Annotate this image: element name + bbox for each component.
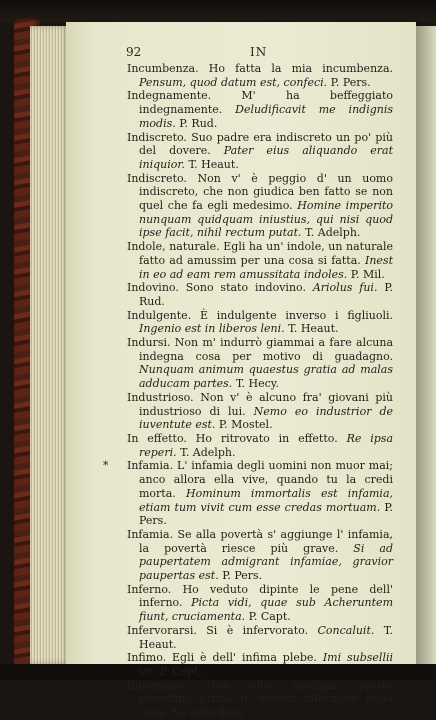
entry-latin: Hominum immortalis est infamia, etiam tum vivit cum esse credas mortuam. <box>139 486 394 514</box>
entry-head: Indiscreto. <box>127 130 187 144</box>
page-header <box>126 45 394 61</box>
entry <box>127 679 393 720</box>
entry-italian: Ho fatta la mia incumbenza. <box>208 62 394 75</box>
entry-marked <box>127 459 393 528</box>
entry-latin: Deludificavit me indignis modis. <box>139 103 393 130</box>
page-edges <box>30 26 70 664</box>
entry-source: P. Capt. <box>248 610 291 624</box>
entry-source: T. Adelph. <box>180 445 236 459</box>
entry-latin: Concaluit. <box>317 623 375 637</box>
entry-italian: Egli è dell' infima plebe. <box>172 651 317 665</box>
entry-head: Infamia. <box>127 459 174 473</box>
entry-head: Incumbenza. <box>127 62 199 75</box>
entry-head: Informarsi. <box>127 678 190 692</box>
entry <box>127 528 393 583</box>
entry-source: T. Heaut. <box>139 623 393 651</box>
entry-latin: Inest in eo ad eam rem amussitata indoles. <box>139 253 393 281</box>
entry-latin: Ne ante hunc <box>170 706 247 720</box>
entry-latin: Si ad paupertatem admigrant infamiae, gravior paupertas est. <box>139 541 394 583</box>
entry <box>127 391 393 432</box>
entry-italian: Sono stato indovino. <box>185 281 306 295</box>
facing-page-edge <box>416 26 436 664</box>
entry-source: P. Pers. <box>330 75 371 89</box>
running-head: IN <box>250 45 268 59</box>
entry <box>127 624 393 651</box>
entry-italian: Si è infervorato. <box>206 623 309 637</box>
entry <box>127 89 393 130</box>
entry-latin: Nemo eo industrior de iuventute est. <box>139 404 394 432</box>
entry-source: P. Rud. <box>179 116 218 130</box>
entry-italian: È indulgente inverso i figliuoli. <box>199 308 393 322</box>
entry-source: P. Rud. <box>139 281 393 308</box>
entry-head: Inferno. <box>127 582 172 596</box>
entry-latin: Picta vidi, quae sub Acheruntem fiunt, cruciamenta. <box>139 596 393 624</box>
entry-italian: M' ha beffeggiato indegnamente. <box>139 89 393 117</box>
entry-source: P. Pers. <box>222 569 263 583</box>
entry-latin: Ariolus fui. <box>312 281 378 295</box>
entry-italian: Non voler gastigar questo meschino prima d' esserti informato della cosa. <box>139 678 394 720</box>
entry-head: Industrioso. <box>127 390 194 404</box>
entry-head: Indole, <box>127 240 166 254</box>
entry-italian: Suo padre era indiscreto un po' più del dovere. <box>139 130 393 158</box>
book-cover-top <box>0 0 436 22</box>
entry-head: Indiscreto. <box>127 171 187 185</box>
entry-head: Indovino. <box>127 281 179 295</box>
entry <box>127 62 393 89</box>
entry <box>127 281 393 308</box>
entry-source: T. Adelph. <box>305 226 361 240</box>
entry <box>127 336 393 391</box>
entry-head: Infimo. <box>127 651 167 665</box>
entry-source: P. Mostel. <box>218 418 273 432</box>
entry-italian: Se alla povertà s' aggiunge l' infamia, la povertà riesce più grave. <box>139 527 393 555</box>
entry-head: Indursi. <box>127 336 171 350</box>
entry <box>127 309 393 336</box>
entry-italian: naturale. Egli ha un' indole, un naturale fatto ad amussim per una cosa si fatta. <box>139 240 393 267</box>
entry-latin: Pater eius aliquando erat iniquior. <box>139 144 393 171</box>
entry-italian: L' infamia degli uomini non muor mai; anco allora ella vive, quando tu la credi morta. <box>139 459 394 500</box>
entry-latin: Ingenio est in liberos leni. <box>139 322 285 336</box>
entry-source: P. Capt. <box>159 664 202 678</box>
entry <box>127 240 393 281</box>
entry-italian: Non m' indurrò giammai a fare alcuna indegna cosa per motivo di guadagno. <box>139 336 394 363</box>
entry-latin: Homine imperito nunquam quidquam iniustius, qui nisi quod ipse facit, nihil rectum putat. <box>139 199 394 240</box>
entry-latin: Pensum, quod datum est, confeci. <box>139 75 328 89</box>
entry <box>127 583 393 624</box>
entry-italian: Ho ritrovato in effetto. <box>195 431 338 445</box>
entry-italian: Ho veduto dipinte le pene dell' inferno. <box>139 582 393 610</box>
dictionary-text <box>127 62 393 720</box>
entry-italian: Non v' è peggio d' un uomo indiscreto, che non giudica ben fatto se non quel che fa egli medesimo. <box>139 171 393 213</box>
entry-head: Indulgente. <box>127 308 192 322</box>
entry <box>127 651 393 678</box>
entry-latin: Re ipsa reperi. <box>139 431 393 459</box>
entry <box>127 172 393 241</box>
entry-italian: Non v' è alcuno fra' giovani più industrioso di lui. <box>139 390 394 418</box>
entry-head: Infervorarsi. <box>127 623 197 637</box>
entry-latin: Nunquam animum quaestus gratia ad malas adducam partes. <box>139 363 393 391</box>
entry-source: T. Heaut. <box>188 157 239 171</box>
entry-latin: Imi subsellii vir. <box>139 651 394 678</box>
entry <box>127 432 393 459</box>
entry-head: Infamia. <box>127 527 174 541</box>
entry-head: In effetto. <box>127 431 187 445</box>
entry-source: P. Pers. <box>139 500 393 528</box>
entry-source: T. Heaut. <box>288 322 339 336</box>
entry-source: P. Mil. <box>350 267 385 281</box>
entry <box>127 131 393 172</box>
entry-head: Indegnamente. <box>127 89 212 103</box>
page-number: 92 <box>126 45 142 59</box>
entry-source: T. Hecy. <box>235 377 280 391</box>
